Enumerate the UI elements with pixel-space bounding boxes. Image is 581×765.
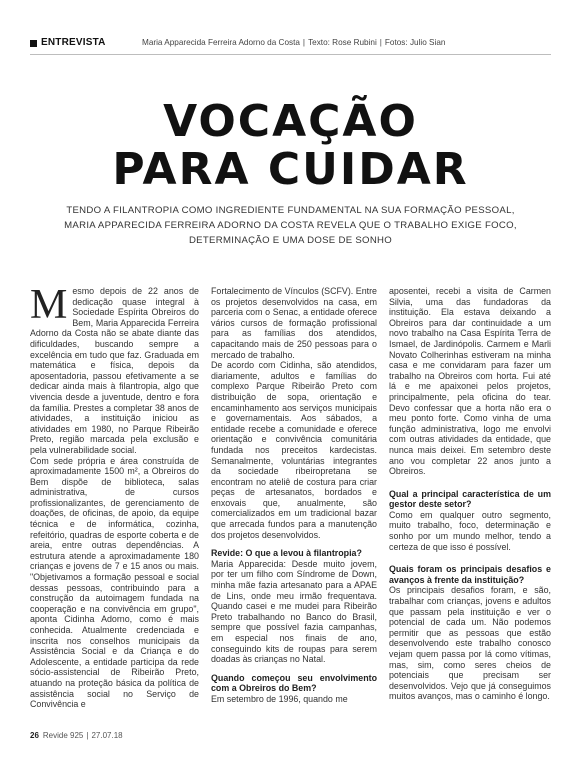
drop-cap: M [30,282,68,328]
article-paragraph: Com sede própria e área construída de aproximadamente 1500 m², a Obreiros do Bem dispõe de biblioteca, salas administrativa, de cursos profissionalizantes, de gerenciamento de doações, de oficinas, de apoio, da equipe técnica e de informática, cozinha, refeitório, quadras de esporte coberta e de areia, entre outras dependências. A estrutura atende a aproximadamente 180 crianças e jovens de 7 e 15 anos ou mais. "Objetivamos a formação pessoal e social dessas pessoas, contribuindo para a construção da autoimagem fundada na cooperação e na convivência em grupo", aponta Cidinha Adorno, como é mais conhecida. Atualmente credenciada e inscrita nos conselhos municipais da Assistência Social e da Criança e do Adolescente, a entidade participa da rede sócio-assistencial de Ribeirão Preto, atuando na proteção básica da política de assistência social no Serviço de Convivência e [30,455,199,710]
section-label: ENTREVISTA [41,37,106,48]
photo-credit: Fotos: Julio Sian [384,38,446,47]
answer-text: Desde muito jovem, por ter um filho com Síndrome de Down, minha mãe fazia artesanato para a APAE de Lins, onde meu irmão frequentava. Quando casei e me mudei para Ribeirão Preto trabalhando no Banco do Brasil, sempre que possível fazia campanhas, em especial nos finais de ano, conseguindo kits de roupas para serem doadas às crianças no Natal. [211,558,377,665]
article-paragraph: De acordo com Cidinha, são atendidos, diariamente, adultos e famílias do complexo Parque Ribeirão Preto com distribuição de sopa, orientação e encaminhamento aos serviços municipais e governamentais. Aos sábados, a entidade recebe a comunidade e oferece orientação e convivência comunitária fundada nos preceitos kardecistas. Semanalmente, voluntárias integrantes da sociedade ribeiropretana se encontram no ateliê de costura para criar peças de artesanatos, bordados e enxovais que, anualmente, são comercializados em um tradicional bazar que arrecada fundos para a manutenção dos projetos desenvolvidos. [211,360,377,540]
article-paragraph: Fortalecimento de Vínculos (SCFV). Entre os projetos desenvolvidos na casa, em parceria com o Senac, a entidade oferece vários cursos de formação profissional para as famílias dos atendidos, capacitando mais de 250 pessoas para o mercado de trabalho. [211,286,377,360]
paragraph-text: esmo depois de 22 anos de dedicação quase integral à Sociedade Espírita Obreiros do Bem, Maria Apparecida Ferreira Adorno da Costa não se abate diante das dificuldades, buscando sempre a excelência em tudo que faz. Graduada em matemática e física, depois da aposentadoria, passou efetivamente a se dedicar ainda mais à filantropia, algo que vivencia desde a juventude, dentro e fora da família. Prestes a completar 38 anos de atividades, a instituição iniciou as atividades em 1980, no Parque Ribeirão Preto, região marcada pela exclusão e pela vulnerabilidade social. [30,286,199,455]
interview-answer: Os principais desafios foram, e são, trabalhar com crianças, jovens e adultos que passam pela instituição e ver o potencial de cada um. Não podemos permitir que as pessoas que estão desenvolvendo este trabalho conosco vejam quem passa por lá como vítimas, mas, sim, como seres cheios de potenciais que precisam ser desenvolvidos. Vejo que já conseguimos muitos avanços, mas o caminho é longo. [389,585,551,702]
magazine-name: Revide 925 [42,731,84,740]
page-footer [30,731,123,740]
article-paragraph [30,282,199,456]
credit-separator: | [379,38,382,47]
text-credit: Texto: Rose Rubini [308,38,377,47]
credit-separator: | [302,38,306,47]
interview-answer: Como em qualquer outro segmento, muito trabalho, foco, determinação e sonho por um mundo melhor, tendo a certeza de que isso é possível. [389,509,551,552]
credits-line [142,38,445,47]
footer-separator: | [86,731,89,740]
article-column-2 [211,286,377,705]
article-column-3 [389,286,551,702]
article-column-1 [30,282,199,710]
interview-answer: Em setembro de 1996, quando me [211,693,348,704]
issue-date: 27.07.18 [91,731,123,740]
answer-speaker: Maria Apparecida: [211,558,286,569]
interview-question: Quando começou seu envolvimento com a Obreiros do Bem? [211,672,377,694]
interview-answer [211,559,377,665]
interviewee-name: Maria Apparecida Ferreira Adorno da Costa [142,38,300,47]
headline-line-2: PARA CUIDAR [112,144,469,195]
interview-question: Qual a principal característica de um gestor deste setor? [389,488,551,510]
interview-question: Quais foram os principais desafios e avanços à frente da instituição? [389,564,551,585]
page-number: 26 [30,731,39,740]
interview-answer: aposentei, recebi a visita de Carmen Silvia, uma das fundadoras da instituição. Ela estava deixando a Obreiros para dar continuidade a um novo trabalho na Casa Espírita Terra de Ismael, de Jardinópolis. Carmem e Marli Novato Colherinhas estiveram na minha casa e me convidaram para fazer um trabalho na Obreiros com horta. Fui até lá e me apaixonei pelos projetos, principalmente, pela oficina do tear. Devo confessar que a horta não era o meu ponto forte. Como vinha de uma função administrativa, logo me envolvi com outras atividades da entidade, que nunca mais deixei. Em setembro deste ano vou completar 22 anos junto a Obreiros. [389,286,551,477]
headline-line-1: VOCAÇÃO [163,96,418,147]
section-marker-square [30,40,37,47]
interview-question: Revide: O que a levou à filantropia? [211,548,362,559]
lead-paragraph: TENDO A FILANTROPIA COMO INGREDIENTE FUNDAMENTAL NA SUA FORMAÇÃO PESSOAL, MARIA APPARECIDA FERREIRA ADORNO DA COSTA REVELA QUE O TRABALHO EXIGE FOCO, DETERMINAÇÃO E UMA DOSE DE SONHO [64,205,517,246]
page-header [30,36,551,55]
